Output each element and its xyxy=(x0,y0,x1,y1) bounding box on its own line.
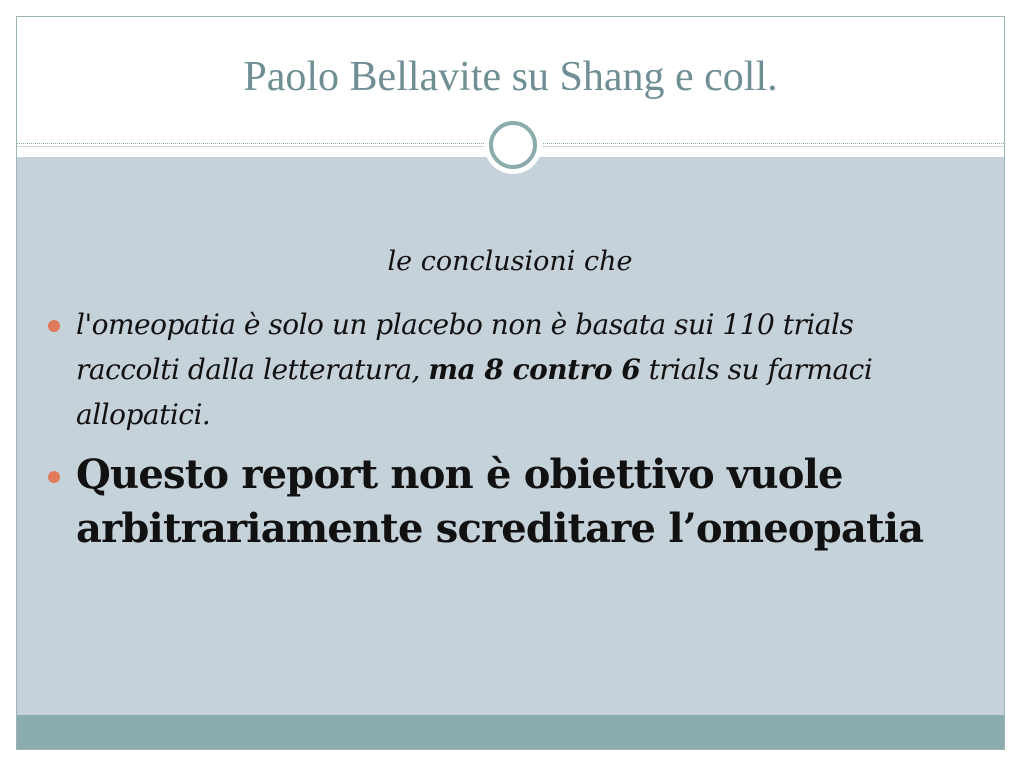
bullet-item-1 xyxy=(76,302,936,437)
circle-ornament-icon xyxy=(484,116,542,174)
bullet-1-text-before: l'omeopatia è solo un placebo non è basata sui 110 trials raccolti dalla letteratura, xyxy=(76,308,854,386)
bullet-dot-icon xyxy=(48,471,60,483)
slide-title: Paolo Bellavite su Shang e coll. xyxy=(243,54,778,100)
bullet-1-text-bold: ma 8 contro 6 xyxy=(428,353,641,386)
ring-icon xyxy=(489,121,537,169)
bullet-1-text-after: trials su farmaci allopatici. xyxy=(76,353,873,431)
bottom-accent-bar xyxy=(17,715,1004,749)
bullet-item-2 xyxy=(76,448,936,556)
bullet-2-text: Questo report non è obiettivo vuole arbitrariamente screditare l’omeopatia xyxy=(76,451,924,552)
intro-text: le conclusioni che xyxy=(387,246,633,277)
bullet-dot-icon xyxy=(48,320,60,332)
content-area xyxy=(17,157,1004,717)
